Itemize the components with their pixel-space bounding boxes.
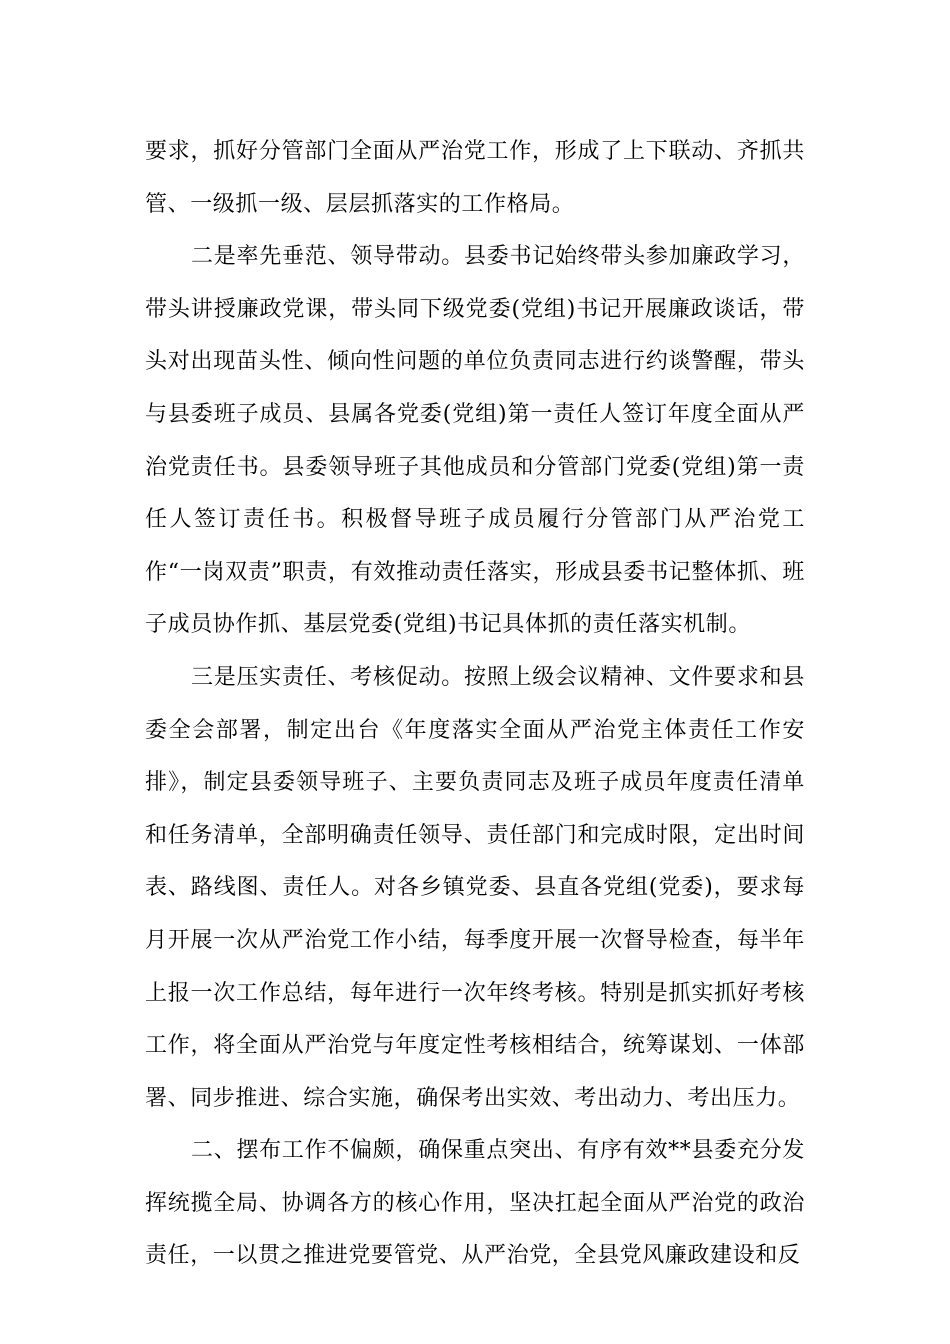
- paragraph-responsibility: 三是压实责任、考核促动。按照上级会议精神、文件要求和县委全会部署，制定出台《年度落实全面从严治党主体责任工作安排》，制定县委领导班子、主要负责同志及班子成员年度责任清单和任务清单，全部明确责任领导、责任部门和完成时限，定出时间表、路线图、责任人。对各乡镇党委、县直各党组(党委)，要求每月开展一次从严治党工作小结，每季度开展一次督导检查，每半年上报一次工作总结，每年进行一次年终考核。特别是抓实抓好考核工作，将全面从严治党与年度定性考核相结合，统筹谋划、一体部署、同步推进、综合实施，确保考出实效、考出动力、考出压力。: [145, 664, 805, 1111]
- paragraph-section-two: 二、摆布工作不偏颇，确保重点突出、有序有效**县委充分发挥统揽全局、协调各方的核心作用，坚决扛起全面从严治党的政治责任，一以贯之推进党要管党、从严治党，全县党风廉政建设和反: [145, 1138, 805, 1269]
- paragraph-leadership: 二是率先垂范、领导带动。县委书记始终带头参加廉政学习，带头讲授廉政党课，带头同下级党委(党组)书记开展廉政谈话，带头对出现苗头性、倾向性问题的单位负责同志进行约谈警醒，带头与县委班子成员、县属各党委(党组)第一责任人签订年度全面从严治党责任书。县委领导班子其他成员和分管部门党委(党组)第一责任人签订责任书。积极督导班子成员履行分管部门从严治党工作“一岗双责”职责，有效推动责任落实，形成县委书记整体抓、班子成员协作抓、基层党委(党组)书记具体抓的责任落实机制。: [145, 244, 805, 638]
- paragraph-continuation: 要求，抓好分管部门全面从严治党工作，形成了上下联动、齐抓共管、一级抓一级、层层抓落实的工作格局。: [145, 139, 805, 217]
- document-body: [145, 126, 805, 1283]
